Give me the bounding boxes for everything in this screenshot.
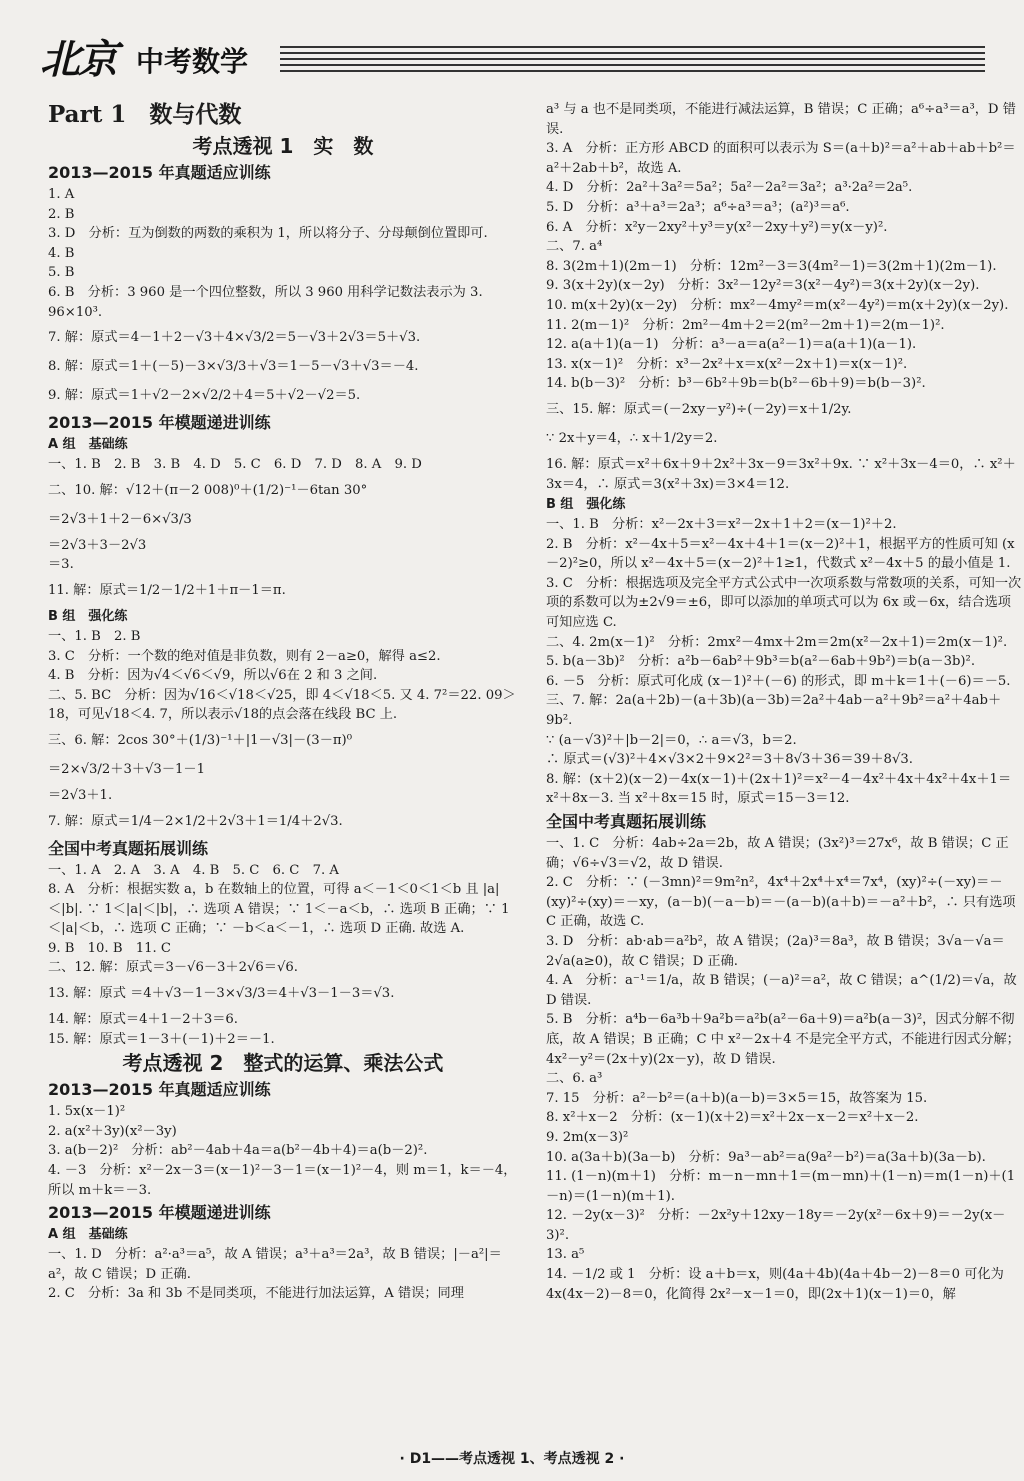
group-label: A 组 基础练 xyxy=(48,1227,128,1243)
answer-line: ∴ 原式＝(√3)²＋4×√3×2＋9×2²＝3＋8√3＋36＝39＋8√3. xyxy=(546,752,913,768)
part-title: Part 1 数与代数 xyxy=(48,101,242,128)
answer-line: ＝2√3＋3－2√3 xyxy=(48,537,147,553)
answer-line: 5. D 分析：a³＋a³＝2a³；a⁶÷a³＝a³；(a²)³＝a⁶. xyxy=(546,199,850,215)
answer-line: 二、5. BC 分析：因为√16＜√18＜√25，即 4＜√18＜5. 又 4. 7²＝22. 09＞18，可见√18＜4. 7，所以表示√18的点会落在线段 BC 上. xyxy=(48,687,516,723)
answer-line: 4. B xyxy=(48,245,75,261)
answer-line: 1. A xyxy=(48,187,75,202)
answer-line: 6. A 分析：x²y－2xy²＋y³＝y(x²－2xy＋y²)＝y(x－y)². xyxy=(546,219,888,235)
answer-line: 三、15. 解：原式＝(－2xy－y²)÷(－2y)＝x＋1/2y. xyxy=(546,401,852,417)
right-column xyxy=(546,100,1022,1304)
answer-line: 9. 2m(x－3)² xyxy=(546,1129,629,1145)
answer-line: 6. B 分析：3 960 是一个四位整数，所以 3 960 用科学记数法表示为 3. 96×10³. xyxy=(48,284,483,320)
answer-line: 8. x²＋x－2 分析：(x－1)(x＋2)＝x²＋2x－x－2＝x²＋x－2. xyxy=(546,1110,919,1126)
answer-line: 13. a⁵ xyxy=(546,1247,585,1263)
answer-line: 二、6. a³ xyxy=(546,1071,603,1087)
header-decorative-lines xyxy=(280,46,985,76)
answer-line: 5. B xyxy=(48,265,75,281)
answer-line: 三、7. 解：2a(a＋2b)－(a＋3b)(a－3b)＝2a²＋4ab－a²＋9b²＝a²＋4ab＋9b². xyxy=(546,693,1002,729)
answer-line: ∵ 2x＋y＝4，∴ x＋1/2y＝2. xyxy=(546,430,718,446)
answer-line: 5. b(a－3b)² 分析：a²b－6ab²＋9b³＝b(a²－6ab＋9b²)＝b(a－3b)². xyxy=(546,654,976,670)
answer-line: 13. x(x－1)² 分析：x³－2x²＋x＝x(x²－2x＋1)＝x(x－1)². xyxy=(546,356,908,372)
answer-line: 7. 解：原式＝1/4－2×1/2＋2√3＋1＝1/4＋2√3. xyxy=(48,813,343,829)
answer-line: ＝2√3＋1＋2－6×√3/3 xyxy=(48,511,192,527)
answer-line: 一、1. C 分析：4ab÷2a＝2b，故 A 错误；(3x²)³＝27x⁶，故 B 错误；C 正确；√6÷√3＝√2，故 D 错误. xyxy=(546,836,1009,871)
subsection-title: 2013—2015 年真题适应训练 xyxy=(48,1080,271,1100)
subsection-title: 2013—2015 年真题适应训练 xyxy=(48,163,271,182)
answer-line: 14. －1/2 或 1 分析：设 a＋b＝x，则(4a＋4b)(4a＋4b－2)－8＝0 可化为 4x(4x－2)－8＝0，化简得 2x²－x－1＝0，即(2x＋1)(x－1)＝0，解 xyxy=(546,1267,1004,1302)
answer-line: 6. －5 分析：原式可化成 (x－1)²＋(－6) 的形式，即 m＋k＝1＋(－6)＝－5. xyxy=(546,673,1011,689)
answer-line: 3. D 分析：ab·ab＝a²b²，故 A 错误；(2a)³＝8a³，故 B 错误；3√a－√a＝2√a(a≥0)，故 C 错误；D 正确. xyxy=(546,933,1005,969)
answer-line: 2. a(x²＋3y)(x²－3y) xyxy=(48,1123,177,1139)
answer-line: 一、1. B 2. B 3. B 4. D 5. C 6. D 7. D 8. A 9. D xyxy=(48,457,422,473)
answer-line: 11. 解：原式＝1/2－1/2＋1＋π－1＝π. xyxy=(48,582,286,598)
group-label: A 组 基础练 xyxy=(48,437,128,453)
answer-line: 3. D 分析：互为倒数的两数的乘积为 1，所以将分子、分母颠倒位置即可. xyxy=(48,226,488,242)
answer-line: 14. 解：原式＝4＋1－2＋3＝6. xyxy=(48,1012,238,1028)
answer-line: 2. C 分析：3a 和 3b 不是同类项，不能进行加法运算，A 错误；同理 xyxy=(48,1286,464,1302)
answer-line: 10. m(x＋2y)(x－2y) 分析：mx²－4my²＝m(x²－4y²)＝m(x＋2y)(x－2y). xyxy=(546,297,1009,313)
answer-line: 9. B 10. B 11. C xyxy=(48,940,171,956)
section-title-1: 考点透视 1 实 数 xyxy=(192,134,374,158)
subsection-title: 全国中考真题拓展训练 xyxy=(48,838,209,858)
answer-line: 2. C 分析：∵ (－3mn)²＝9m²n²，4x⁴＋2x⁴＋x⁴＝7x⁴，(xy)²÷(－xy)＝－(xy)²÷(xy)＝－xy，(a－b)(－a－b)＝－(a－b)(a＋b)＝－a²＋b²，∴ 只有选项 C 正确，故选 C. xyxy=(546,875,1016,930)
brand-logo: 北京 xyxy=(40,36,116,83)
answer-line: 一、1. D 分析：a²·a³＝a⁵，故 A 错误；a³＋a³＝2a³，故 B 错误；|－a²|＝a²，故 C 错误；D 正确. xyxy=(48,1247,502,1282)
answer-line: 8. 3(2m＋1)(2m－1) 分析：12m²－3＝3(4m²－1)＝3(2m＋1)(2m－1). xyxy=(546,258,997,274)
answer-line: 三、6. 解：2cos 30°＋(1/3)⁻¹＋|1－√3|－(3－π)⁰ xyxy=(48,732,352,748)
answer-line: 8. A 分析：根据实数 a，b 在数轴上的位置，可得 a＜－1＜0＜1＜b 且 |a|＜|b|. ∵ 1＜|a|＜|b|，∴ 选项 A 错误；∵ 1＜－a＜b，∴ 选项 B 正确；∵ 1＜|a|＜b，∴ 选项 C 正确；∵ －b＜a＜－1，∴ 选项 D 正确. 故选 A. xyxy=(48,882,510,937)
answer-line: 4. A 分析：a⁻¹＝1/a，故 B 错误；(－a)²＝a²，故 C 错误；a^(1/2)＝√a，故 D 错误. xyxy=(546,973,1017,1008)
left-column xyxy=(48,100,518,1304)
answer-line: 16. 解：原式＝x²＋6x＋9＋2x²＋3x－9＝3x²＋9x. ∵ x²＋3x－4＝0，∴ x²＋3x＝4，∴ 原式＝3(x²＋3x)＝3×4＝12. xyxy=(546,456,1016,492)
page-header xyxy=(40,28,985,84)
answer-line: 14. b(b－3)² 分析：b³－6b²＋9b＝b(b²－6b＋9)＝b(b－3)². xyxy=(546,376,926,392)
answer-line: 二、12. 解：原式＝3－√6－3＋2√6＝√6. xyxy=(48,960,298,976)
answer-line: 3. a(b－2)² 分析：ab²－4ab＋4a＝a(b²－4b＋4)＝a(b－2)². xyxy=(48,1143,428,1159)
answer-line: 二、4. 2m(x－1)² 分析：2mx²－4mx＋2m＝2m(x²－2x＋1)＝2m(x－1)². xyxy=(546,634,1008,650)
answer-line: 10. a(3a＋b)(3a－b) 分析：9a³－ab²＝a(9a²－b²)＝a(3a＋b)(3a－b). xyxy=(546,1149,986,1165)
answer-line: 一、1. B 2. B xyxy=(48,628,141,644)
answer-line: 15. 解：原式＝1－3＋(－1)＋2＝－1. xyxy=(48,1031,275,1047)
answer-line: ＝3. xyxy=(48,557,74,573)
answer-line: ∵ (a－√3)²＋|b－2|＝0，∴ a＝√3，b＝2. xyxy=(546,732,797,748)
section-title-2: 考点透视 2 整式的运算、乘法公式 xyxy=(122,1051,444,1076)
answer-line: 8. 解：(x＋2)(x－2)－4x(x－1)＋(2x＋1)²＝x²－4－4x²＋4x＋4x²＋4x＋1＝x²＋8x－3. 当 x²＋8x＝15 时，原式＝15－3＝12. xyxy=(546,771,1012,807)
answer-line: 11. (1－n)(m＋1) 分析：m－n－mn＋1＝(m－mn)＋(1－n)＝m(1－n)＋(1－n)＝(1－n)(m＋1). xyxy=(546,1169,1016,1204)
answer-line: 二、7. a⁴ xyxy=(546,239,603,255)
subsection-title: 2013—2015 年模题递进训练 xyxy=(48,413,271,433)
answer-line: 9. 解：原式＝1＋√2－2×√2/2＋4＝5＋√2－√2＝5. xyxy=(48,388,361,404)
answer-line: 4. B 分析：因为√4＜√6＜√9，所以√6在 2 和 3 之间. xyxy=(48,668,378,684)
answer-line: 11. 2(m－1)² 分析：2m²－4m＋2＝2(m²－2m＋1)＝2(m－1)². xyxy=(546,317,945,333)
answer-line: 13. 解：原式 ＝4＋√3－1－3×√3/3＝4＋√3－1－3＝√3. xyxy=(48,986,395,1002)
page-footer: · D1——考点透视 1、考点透视 2 · xyxy=(399,1451,625,1467)
answer-line: 4. －3 分析：x²－2x－3＝(x－1)²－3－1＝(x－1)²－4，则 m＝1，k＝－4，所以 m＋k＝－3. xyxy=(48,1163,517,1198)
answer-line: 12. －2y(x－3)² 分析：－2x²y＋12xy－18y＝－2y(x²－6x＋9)＝－2y(x－3)². xyxy=(546,1208,1006,1243)
answer-line: 8. 解：原式＝1＋(－5)－3×√3/3＋√3＝1－5－√3＋√3＝－4. xyxy=(48,359,419,375)
answer-line: 12. a(a＋1)(a－1) 分析：a³－a＝a(a²－1)＝a(a＋1)(a－1). xyxy=(546,337,917,353)
answer-line: 7. 解：原式＝4－1＋2－√3＋4×√3/2＝5－√3＋2√3＝5＋√3. xyxy=(48,330,421,346)
answer-line: 7. 15 分析：a²－b²＝(a＋b)(a－b)＝3×5＝15，故答案为 15. xyxy=(546,1090,928,1106)
answer-line: 3. A 分析：正方形 ABCD 的面积可以表示为 S＝(a＋b)²＝a²＋ab＋ab＋b²＝a²＋2ab＋b²，故选 A. xyxy=(546,141,1016,176)
answer-line: 一、1. A 2. A 3. A 4. B 5. C 6. C 7. A xyxy=(48,862,339,878)
group-label: B 组 强化练 xyxy=(546,497,626,513)
answer-line: a³ 与 a 也不是同类项，不能进行减法运算，B 错误；C 正确；a⁶÷a³＝a³，D 错误. xyxy=(546,102,1016,137)
group-label: B 组 强化练 xyxy=(48,608,128,624)
answer-line: 二、10. 解：√12＋(π－2 008)⁰＋(1/2)⁻¹－6tan 30° xyxy=(48,482,368,498)
answer-line: 1. 5x(x－1)² xyxy=(48,1104,126,1120)
answer-line: ＝2√3＋1. xyxy=(48,787,113,803)
answer-line: 一、1. B 分析：x²－2x＋3＝x²－2x＋1＋2＝(x－1)²＋2. xyxy=(546,517,897,533)
subsection-title: 2013—2015 年模题递进训练 xyxy=(48,1203,271,1223)
answer-line: 9. 3(x＋2y)(x－2y) 分析：3x²－12y²＝3(x²－4y²)＝3(x＋2y)(x－2y). xyxy=(546,278,980,294)
answer-line: 4. D 分析：2a²＋3a²＝5a²；5a²－2a²＝3a²；a³·2a²＝2a⁵. xyxy=(546,180,913,196)
answer-line: 2. B xyxy=(48,206,75,222)
answer-line: 3. C 分析：一个数的绝对值是非负数，则有 2－a≥0，解得 a≤2. xyxy=(48,648,441,664)
answer-line: 5. B 分析：a⁴b－6a³b＋9a²b＝a²b(a²－6a＋9)＝a²b(a－3)²，因式分解不彻底，故 A 错误；B 正确；C 中 x²－2x＋4 不是完全平方式，不能进行因式分解；4x²－y²＝(2x＋y)(2x－y)，故 D 错误. xyxy=(546,1012,1020,1067)
subsection-title: 全国中考真题拓展训练 xyxy=(546,812,707,831)
header-title: 中考数学 xyxy=(136,45,249,78)
answer-line: 2. B 分析：x²－4x＋5＝x²－4x＋4＋1＝(x－2)²＋1，根据平方的性质可知 (x－2)²≥0，所以 x²－4x＋5＝(x－2)²＋1≥1，代数式 x²－4x＋5 的最小值是 1. xyxy=(546,536,1015,572)
answer-line: ＝2×√3/2＋3＋√3－1－1 xyxy=(48,761,205,777)
answer-line: 3. C 分析：根据选项及完全平方式公式中一次项系数与常数项的关系，可知一次项的系数可以为±2√9＝±6，即可以添加的单项式可以为 6x 或－6x，结合选项可知应选 C. xyxy=(546,575,1022,631)
